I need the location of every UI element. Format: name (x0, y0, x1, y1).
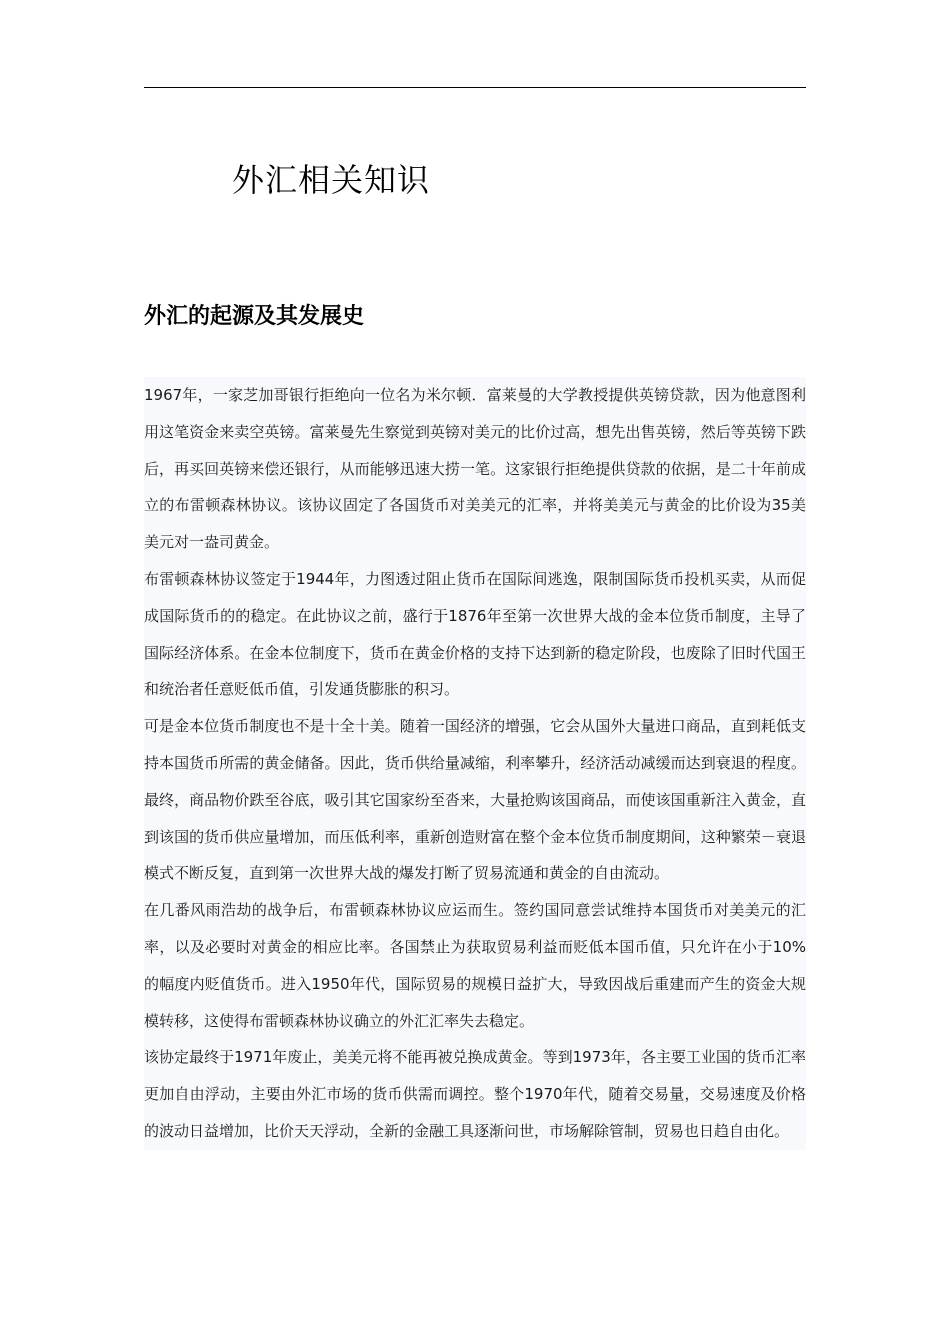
paragraph-5: 该协定最终于1971年废止，美美元将不能再被兑换成黄金。等到1973年，各主要工业国的货币汇率更加自由浮动，主要由外汇市场的货币供需而调控。整个1970年代，随着交易量，交易速度及价格的波动日益增加，比价天天浮动，全新的金融工具逐渐问世，市场解除管制，贸易也日趋自由化。 (144, 1048, 806, 1140)
paragraph-4: 在几番风雨浩劫的战争后，布雷顿森林协议应运而生。签约国同意尝试维持本国货币对美美元的汇率，以及必要时对黄金的相应比率。各国禁止为获取贸易利益而贬低本国币值，只允许在小于10%的幅度内贬值货币。进入1950年代，国际贸易的规模日益扩大，导致因战后重建而产生的资金大规模转移，这使得布雷顿森林协议确立的外汇汇率失去稳定。 (144, 901, 806, 1030)
body-text (144, 377, 806, 1150)
section-heading: 外汇的起源及其发展史 (144, 304, 365, 329)
paragraph-1: 1967年，一家芝加哥银行拒绝向一位名为米尔顿．富莱曼的大学教授提供英镑贷款，因为他意图利用这笔资金来卖空英镑。富莱曼先生察觉到英镑对美元的比价过高，想先出售英镑，然后等英镑下跌后，再买回英镑来偿还银行，从而能够迅速大捞一笔。这家银行拒绝提供贷款的依据，是二十年前成立的布雷顿森林协议。该协议固定了各国货币对美美元的汇率，并将美美元与黄金的比价设为35美美元对一盎司黄金。 (144, 386, 806, 552)
paragraph-2: 布雷顿森林协议签定于1944年，力图透过阻止货币在国际间逃逸，限制国际货币投机买卖，从而促成国际货币的的稳定。在此协议之前，盛行于1876年至第一次世界大战的金本位货币制度，主导了国际经济体系。在金本位制度下，货币在黄金价格的支持下达到新的稳定阶段，也废除了旧时代国王和统治者任意贬低币值，引发通货膨胀的积习。 (144, 569, 806, 699)
document-title: 外汇相关知识 (232, 161, 431, 199)
paragraph-3: 可是金本位货币制度也不是十全十美。随着一国经济的增强，它会从国外大量进口商品，直到耗低支持本国货币所需的黄金储备。因此，货币供给量减缩，利率攀升，经济活动减缓而达到衰退的程度。最终，商品物价跌至谷底，吸引其它国家纷至沓来，大量抢购该国商品，而使该国重新注入黄金，直到该国的货币供应量增加，而压低利率，重新创造财富在整个金本位货币制度期间，这种繁荣－衰退模式不断反复，直到第一次世界大战的爆发打断了贸易流通和黄金的自由流动。 (144, 717, 806, 883)
header-rule (144, 87, 806, 88)
